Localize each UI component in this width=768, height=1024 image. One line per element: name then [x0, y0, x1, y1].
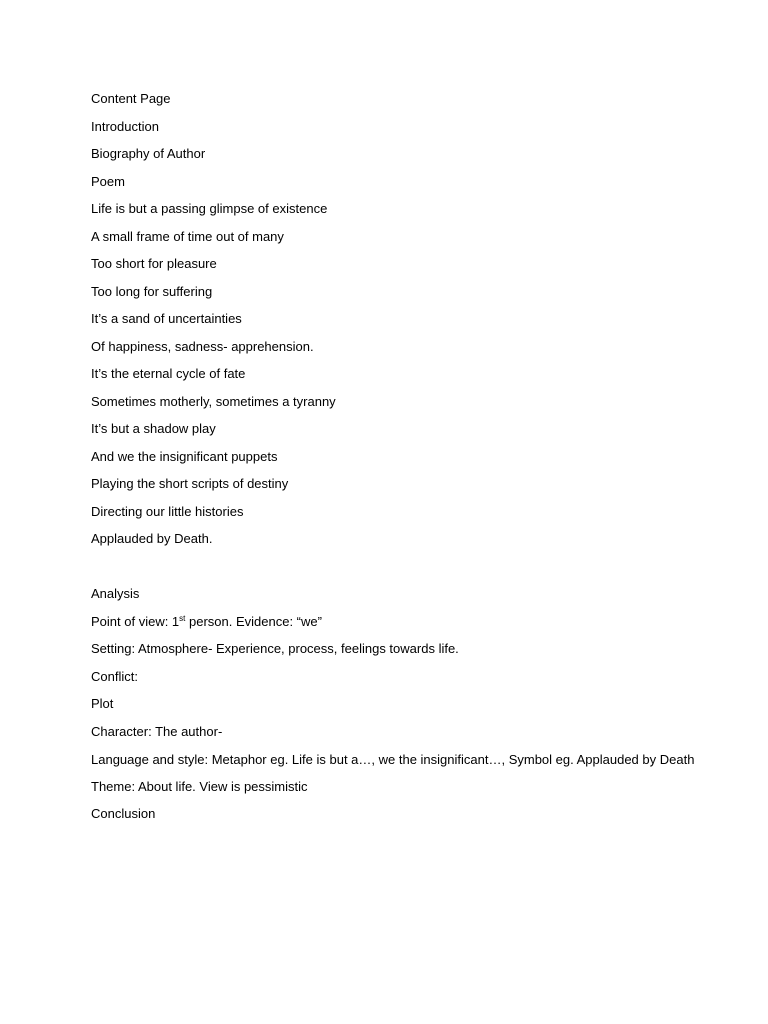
- pov-prefix: Point of view: 1: [91, 613, 180, 629]
- analysis-point-of-view: [91, 613, 711, 641]
- poem-line-6: Of happiness, sadness- apprehension.: [91, 338, 314, 354]
- poem-line-7: It’s the eternal cycle of fate: [91, 366, 246, 381]
- analysis-language-style: Language and style: Metaphor eg. Life is but a…, we the insignificant…, Symbol eg. Applauded by Death: [91, 751, 695, 767]
- poem-line-12: Directing our little histories: [91, 503, 244, 519]
- analysis-setting: Setting: Atmosphere- Experience, process, feelings towards life.: [91, 641, 459, 656]
- poem-line-5: It’s a sand of uncertainties: [91, 311, 242, 326]
- toc-introduction: Introduction: [91, 118, 159, 134]
- toc-biography: Biography of Author: [91, 146, 206, 161]
- poem-line-1: Life is but a passing glimpse of existence: [91, 201, 328, 216]
- poem-line-4: Too long for suffering: [91, 283, 213, 299]
- poem-line-3: Too short for pleasure: [91, 256, 217, 271]
- blank-line: [91, 558, 711, 586]
- poem-line-13: Applauded by Death.: [91, 531, 213, 546]
- analysis-plot: Plot: [91, 696, 114, 711]
- analysis-heading: Analysis: [91, 586, 140, 601]
- analysis-conflict: Conflict:: [91, 668, 138, 684]
- analysis-theme: Theme: About life. View is pessimistic: [91, 778, 308, 794]
- poem-line-8: Sometimes motherly, sometimes a tyranny: [91, 393, 336, 409]
- poem-line-2: A small frame of time out of many: [91, 228, 284, 244]
- analysis-character: Character: The author-: [91, 723, 223, 739]
- toc-content-page: Content Page: [91, 91, 171, 106]
- poem-line-11: Playing the short scripts of destiny: [91, 476, 289, 491]
- document-page: [91, 90, 711, 833]
- analysis-conclusion: Conclusion: [91, 806, 156, 821]
- toc-poem: Poem: [91, 173, 125, 189]
- poem-line-9: It’s but a shadow play: [91, 421, 216, 436]
- pov-superscript: st: [179, 613, 186, 623]
- pov-suffix: person. Evidence: “we”: [185, 613, 322, 629]
- poem-line-10: And we the insignificant puppets: [91, 448, 278, 464]
